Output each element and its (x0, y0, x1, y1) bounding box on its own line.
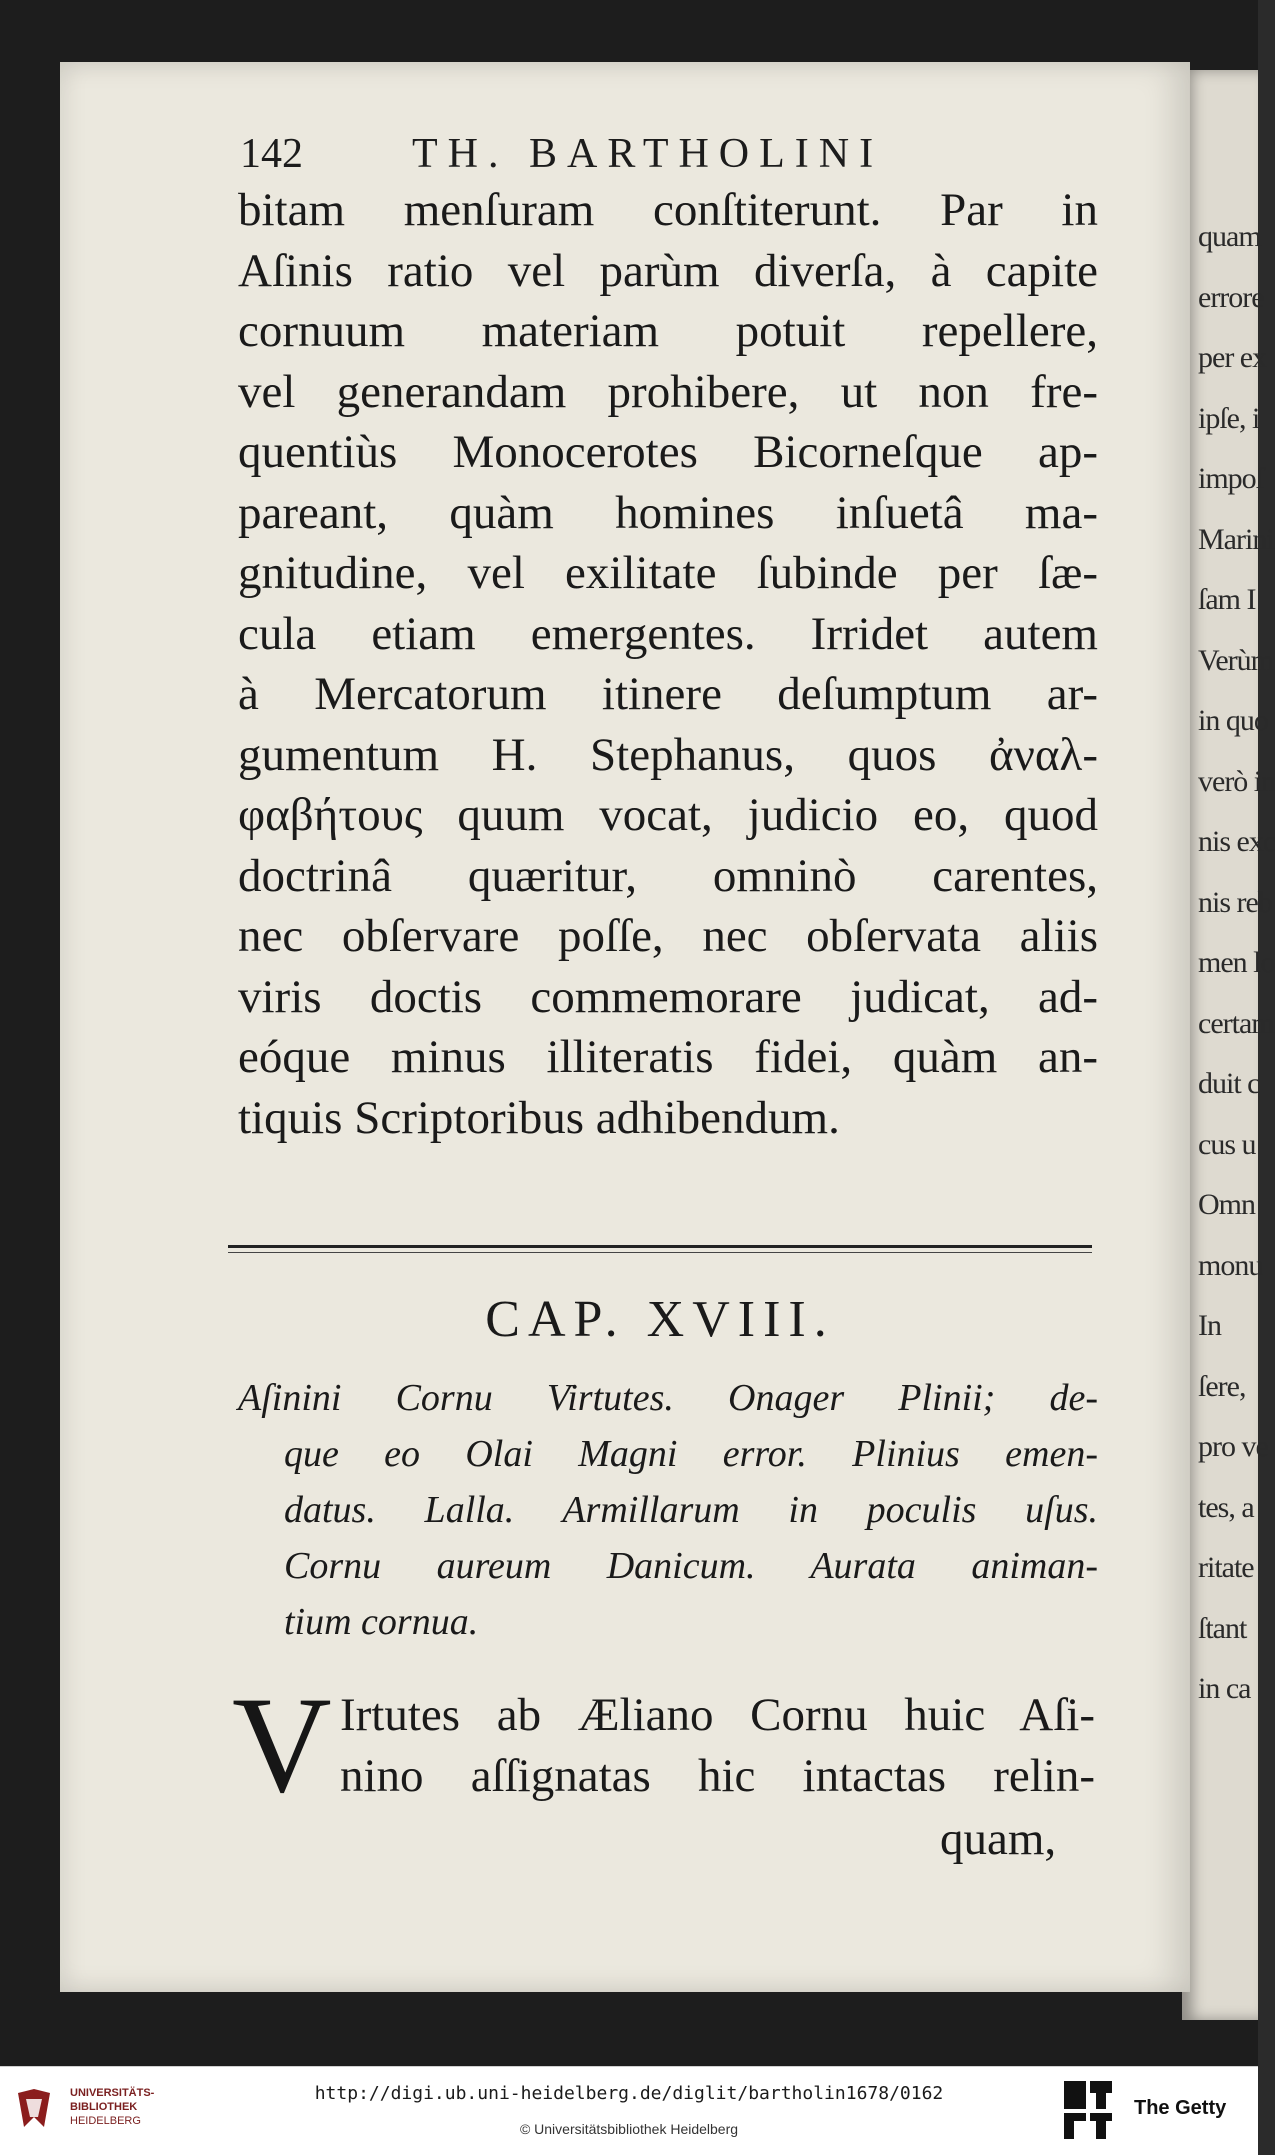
facing-page-fragment: certam (1198, 1006, 1274, 1040)
viewer-footer (0, 2066, 1258, 2155)
section-rule-thin (228, 1252, 1092, 1253)
text-line: nec obſervare poſſe, nec obſervata aliis (238, 910, 1098, 962)
text-line: Aſinis ratio vel parùm diverſa, à capite (238, 244, 1098, 297)
facing-page-fragment: monu (1198, 1248, 1263, 1282)
section-rule (228, 1245, 1092, 1248)
text-line: nino aſſignatas hic intactas relin- (340, 1749, 1095, 1802)
facing-page-fragment: nis exc (1198, 825, 1275, 858)
summary-line: Aſinini Cornu Virtutes. Onager Plinii; de- (238, 1377, 1098, 1419)
text-line: bitam menſuram conſtiterunt. Par in (238, 184, 1098, 236)
facing-page-fragment: ritate (1198, 1551, 1254, 1584)
drop-capital: V (232, 1668, 332, 1821)
opening-paragraph (340, 1685, 1095, 1806)
facing-page-edge (1182, 70, 1275, 2020)
text-line: à Mercatorum itinere deſumptum ar- (238, 668, 1098, 720)
facing-page-fragment: cus u (1198, 1127, 1256, 1161)
summary-line: tium cornua. (284, 1601, 479, 1643)
institution-line: HEIDELBERG (70, 2115, 141, 2127)
text-line: Irtutes ab Æliano Cornu huic Aſi- (340, 1689, 1095, 1741)
text-line: cornuum materiam potuit repellere, (238, 305, 1098, 357)
summary-line: Cornu aureum Danicum. Aurata animan- (284, 1545, 1098, 1587)
chapter-summary (238, 1370, 1098, 1650)
facing-page-fragment: per ex (1198, 341, 1267, 374)
institution-line: BIBLIOTHEK (70, 2101, 138, 2113)
text-line: quentiùs Monocerotes Bicorneſque ap- (238, 426, 1098, 478)
getty-logo-icon[interactable] (1060, 2077, 1116, 2143)
facing-page-fragment: in quo (1198, 704, 1268, 737)
facing-page-fragment: Verùm (1198, 643, 1273, 677)
facing-page-fragment: in ca (1198, 1672, 1251, 1705)
text-line: eóque minus illiteratis fidei, quàm an- (238, 1031, 1098, 1083)
facing-page-fragment: ſere, (1198, 1369, 1246, 1403)
facing-page-fragment: errore (1198, 280, 1264, 314)
facing-page-fragment: impoſ (1198, 462, 1264, 495)
chapter-title: CAP. XVIII. (485, 1291, 835, 1348)
text-line: doctrinâ quæritur, omninò carentes, (238, 849, 1098, 902)
text-line: gumentum H. Stephanus, quos ἀναλ- (238, 728, 1098, 781)
facing-page-fragment: pro ve (1198, 1430, 1268, 1463)
facing-page-fragment: duit c (1198, 1067, 1260, 1100)
facing-page-fragment: verò in (1198, 764, 1275, 798)
page-number: 142 (240, 131, 303, 177)
summary-line: que eo Olai Magni error. Plinius emen- (284, 1433, 1098, 1475)
text-line: pareant, quàm homines inſuetâ ma- (238, 486, 1098, 539)
facing-page-fragment: tes, a (1198, 1490, 1254, 1524)
facing-page-fragment: ſam I (1198, 583, 1256, 616)
text-line: gnitudine, vel exilitate ſubinde per ſæ- (238, 547, 1098, 599)
text-line: tiquis Scriptoribus adhibendum. (238, 1091, 840, 1144)
catchword: quam, (940, 1813, 1057, 1865)
text-line: viris doctis commemorare judicat, ad- (238, 970, 1098, 1023)
text-line: vel generandam prohibere, ut non fre- (238, 365, 1098, 418)
summary-line: datus. Lalla. Armillarum in poculis uſus. (284, 1489, 1098, 1531)
facing-page-fragment: men lo (1198, 946, 1275, 979)
facing-page-fragment: quam (1198, 220, 1261, 253)
partner-name[interactable]: The Getty (1134, 2097, 1227, 2119)
text-line: cula etiam emergentes. Irridet autem (238, 607, 1098, 660)
facing-page-fragment: nis reb (1198, 885, 1272, 919)
facing-page-fragment: Omn (1198, 1188, 1255, 1221)
facing-page-fragment: ſtant (1198, 1611, 1247, 1645)
facing-page-fragment: ipſe, i (1198, 401, 1260, 435)
copyright-notice: © Universitätsbibliothek Heidelberg (519, 2121, 739, 2137)
body-text (238, 180, 1098, 1148)
running-head: TH. BARTHOLINI (412, 131, 884, 177)
text-line: φαβήτους quum vocat, judicio eo, quod (238, 789, 1098, 841)
facing-page-fragment: Marini (1198, 522, 1274, 556)
institution-line: UNIVERSITÄTS- (70, 2087, 155, 2099)
permalink-url[interactable]: http://digi.ub.uni-heidelberg.de/diglit/bartholin1678/0162 (314, 2083, 944, 2104)
facing-page-fragment: In (1198, 1309, 1221, 1342)
